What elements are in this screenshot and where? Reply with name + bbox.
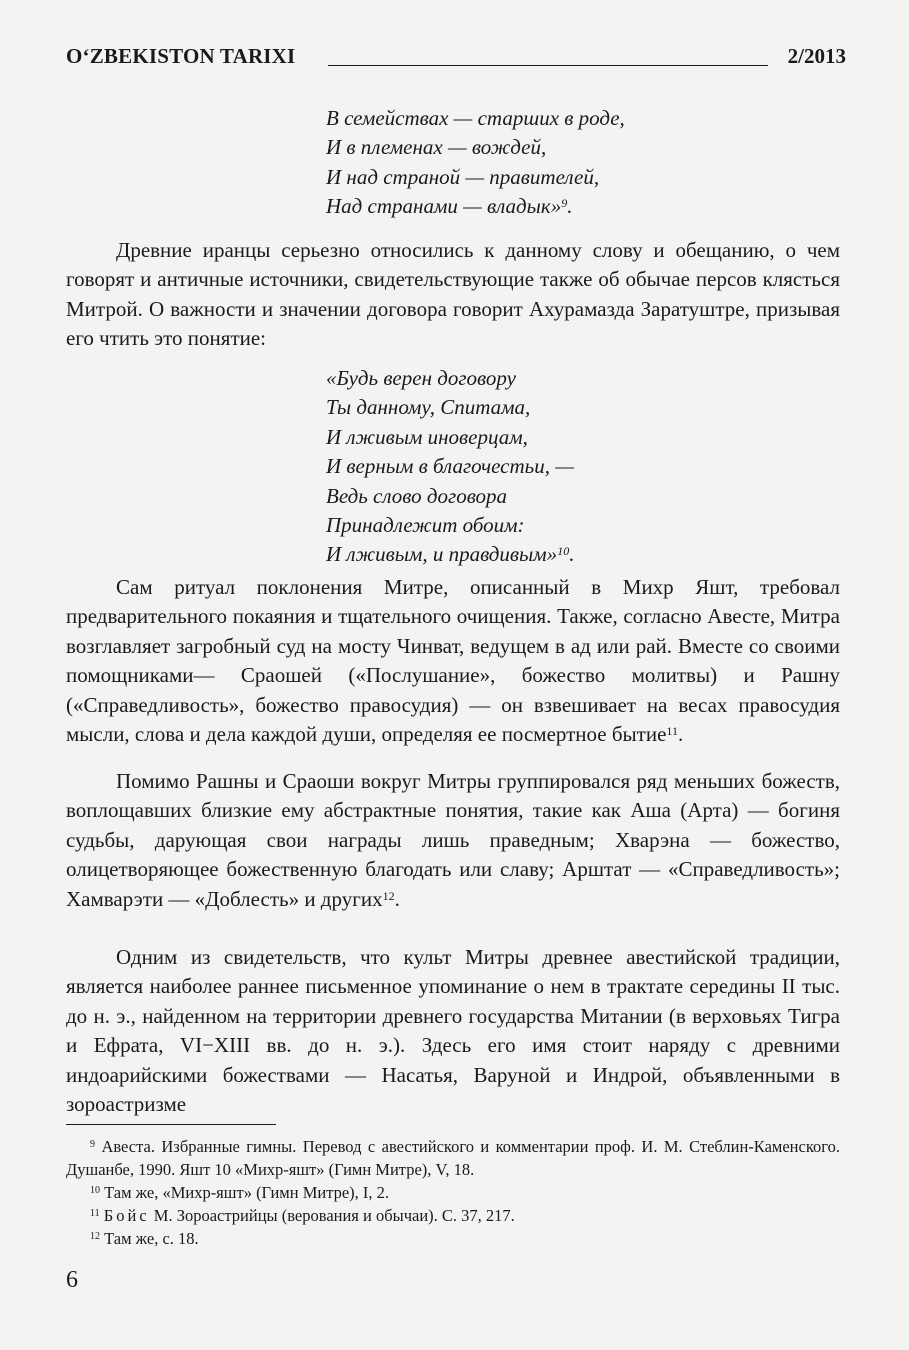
poem-line: И над страной — правителей, [326, 164, 600, 189]
footnote-author: Бойс [103, 1206, 150, 1225]
footnote-ref: 9 [561, 196, 568, 211]
footnote-ref: 11 [666, 724, 678, 739]
footnote-text: М. Зороастрийцы (верования и обычаи). С. 37, 217. [153, 1206, 515, 1225]
footnote [66, 1181, 840, 1204]
paragraph-text: Помимо Рашны и Сраоши вокруг Митры группировался ряд меньших божеств, воплощавших близкие ему абстрактные понятия, такие как Аша (Арта) — богиня судьбы, дарующая свои награды лишь праведным; Хварэна — божество, олицетворяющее божественную благодать или славу; Арштат — «Справедливость»; Хамварэти — «Доблесть» и других [66, 769, 840, 911]
footnote-number: 9 [90, 1139, 95, 1150]
footnote-rule [66, 1124, 276, 1125]
footnote-ref: 12 [382, 888, 395, 903]
poem-line: Ведь слово договора [326, 483, 508, 508]
footnote-text: Авеста. Избранные гимны. Перевод с авестийского и комментарии проф. И. М. Стеблин-Каменского. Душанбе, 1990. Яшт 10 «Михр-яшт» (Гимн Митре), V, 18. [66, 1137, 840, 1179]
poem-line-text: Над странами — владык» [326, 194, 562, 219]
footnote-number: 10 [90, 1185, 100, 1196]
poem-line: Над странами — владык»$^9$. [326, 194, 573, 219]
paragraph-text: Сам ритуал поклонения Митре, описанный в Михр Яшт, требовал предварительного покаяния и тщательного очищения. Также, согласно Авесте, Митра возглавляет загробный суд на мосту Чинват, ведущем в ад или рай. Вместе со своими помощниками— Сраошей («Послушание», божество молитвы) и Рашну («Справедливость», божество правосудия) — он взвешивает на весах правосудия мысли, слова и дела каждой души, определяя ее посмертное бытие [66, 575, 840, 747]
issue-number: 2/2013 [787, 44, 846, 68]
body-paragraph: Древние иранцы серьезно относились к данному слову и обещанию, о чем говорят и античные источники, свидетельствующие также об обычае персов клясться Митрой. О важности и значении договора говорит Ахурамазда Заратуштре, призывая его чтить это понятие: [66, 238, 840, 351]
poem-line: «Будь верен договору [326, 366, 516, 390]
journal-title: O‘ZBEKISTON TARIXI [66, 44, 296, 68]
footnotes [66, 1135, 840, 1250]
footnote-ref: 10 [557, 544, 570, 559]
poem-line: В семействах — старших в роде, [326, 106, 625, 130]
footnote [66, 1227, 840, 1250]
poem-line: И лживым иноверцам, [326, 424, 528, 449]
footnote-text: Там же, «Михр-яшт» (Гимн Митре), I, 2. [104, 1183, 390, 1202]
poem-line-text: И лживым, и правдивым» [326, 542, 558, 567]
footnote-number: 12 [90, 1231, 100, 1242]
page-number: 6 [66, 1267, 78, 1293]
footnote-number: 11 [90, 1208, 100, 1219]
poem-excerpt-1 [326, 104, 625, 222]
poem-line: И лживым, и правдивым»$^{10}$. [326, 542, 575, 567]
footnote [66, 1204, 840, 1227]
body-paragraph: Помимо Рашны и Сраоши вокруг Митры группировался ряд меньших божеств, воплощавших близкие ему абстрактные понятия, такие как Аша (Арта) — богиня судьбы, дарующая свои награды лишь праведным; Хварэна — божество, олицетворяющее божественную благодать или славу; Арштат — «Справедливость»; Хамварэти — «Доблесть» и других$^{12}$. [66, 769, 840, 911]
running-head [66, 44, 846, 72]
footnote [66, 1135, 840, 1181]
poem-line: Ты данному, Спитама, [326, 395, 531, 420]
header-rule [328, 65, 768, 66]
poem-line: И в племенах — вождей, [326, 135, 547, 160]
poem-line: Принадлежит обоим: [326, 513, 525, 538]
body-paragraph: Одним из свидетельств, что культ Митры древнее авестийской традиции, является наиболее раннее письменное упоминание о нем в трактате середины II тыс. до н. э., найденном на территории древнего государства Митании (в верховьях Тигра и Ефрата, VI−XIII вв. до н. э.). Здесь его имя стоит наряду с древними индоарийскими божествами — Насатья, Варуной и Индрой, объявленными в зороастризме [66, 945, 840, 1117]
poem-line: И верным в благочестьи, — [326, 454, 574, 479]
poem-excerpt-2 [326, 364, 574, 570]
body-paragraph: Сам ритуал поклонения Митре, описанный в Михр Яшт, требовал предварительного покаяния и тщательного очищения. Также, согласно Авесте, Митра возглавляет загробный суд на мосту Чинват, ведущем в ад или рай. Вместе со своими помощниками— Сраошей («Послушание», божество молитвы) и Рашну («Справедливость», божество правосудия) — он взвешивает на весах правосудия мысли, слова и дела каждой души, определяя ее посмертное бытие$^{11}$. [66, 575, 840, 747]
footnote-text: Там же, с. 18. [104, 1229, 199, 1248]
